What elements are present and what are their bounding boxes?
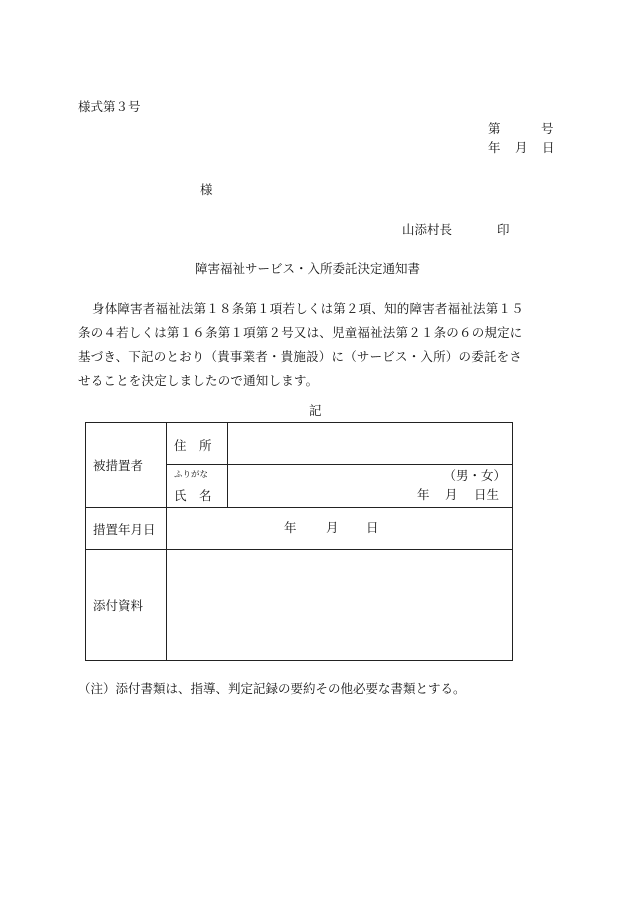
issuer-name: 山添村長 <box>402 222 453 237</box>
footnote: （注）添付書類は、指導、判定記録の要約その他必要な書類とする。 <box>78 681 466 696</box>
ki-heading: 記 <box>309 403 322 418</box>
furigana-label: ふりがな <box>174 470 209 480</box>
measure-date-label-cell <box>86 508 167 550</box>
date-year: 年 <box>488 140 501 155</box>
gender-field: （男・女） <box>443 468 506 483</box>
attachments-value-cell[interactable] <box>167 550 513 661</box>
name-value-cell[interactable] <box>228 465 513 508</box>
body-paragraph <box>78 297 565 393</box>
name-label-cell <box>167 465 228 508</box>
addressee-suffix: 様 <box>200 182 213 197</box>
doc-number-go: 号 <box>541 121 554 136</box>
address-label: 住 所 <box>174 438 212 453</box>
attachments-label: 添付資料 <box>93 598 144 613</box>
document-title: 障害福祉サービス・入所委託決定通知書 <box>195 261 421 276</box>
date-month: 月 <box>515 140 528 155</box>
measure-month: 月 <box>326 520 339 535</box>
issuer-seal: 印 <box>497 222 510 237</box>
person-label: 被措置者 <box>93 458 144 473</box>
body-line: 身体障害者福祉法第１８条第１項若しくは第２項、知的障害者福祉法第１５ <box>92 301 524 316</box>
birth-year: 年 <box>417 487 430 502</box>
measure-date-label: 措置年月日 <box>93 521 156 537</box>
address-value-cell[interactable] <box>228 423 513 465</box>
date-day: 日 <box>542 140 555 155</box>
body-line: 基づき、下記のとおり（貴事業者・貴施設）に（サービス・入所）の委託をさ <box>78 349 523 364</box>
body-line: せることを決定しましたので通知します。 <box>78 373 319 388</box>
doc-number-dai: 第 <box>488 121 501 136</box>
measure-day: 日 <box>366 520 379 535</box>
attachments-label-cell <box>86 550 167 661</box>
name-label: 氏 名 <box>174 488 212 503</box>
form-number: 様式第３号 <box>78 99 141 114</box>
address-label-cell <box>167 423 228 465</box>
measure-year: 年 <box>284 520 297 535</box>
measure-date-value-cell[interactable] <box>167 508 513 550</box>
person-label-cell <box>86 423 167 508</box>
birth-month: 月 <box>445 487 458 502</box>
record-table <box>85 422 513 661</box>
body-line: 条の４若しくは第１６条第１項第２号又は、児童福祉法第２１条の６の規定に <box>78 325 523 340</box>
birth-day: 日生 <box>474 487 500 502</box>
